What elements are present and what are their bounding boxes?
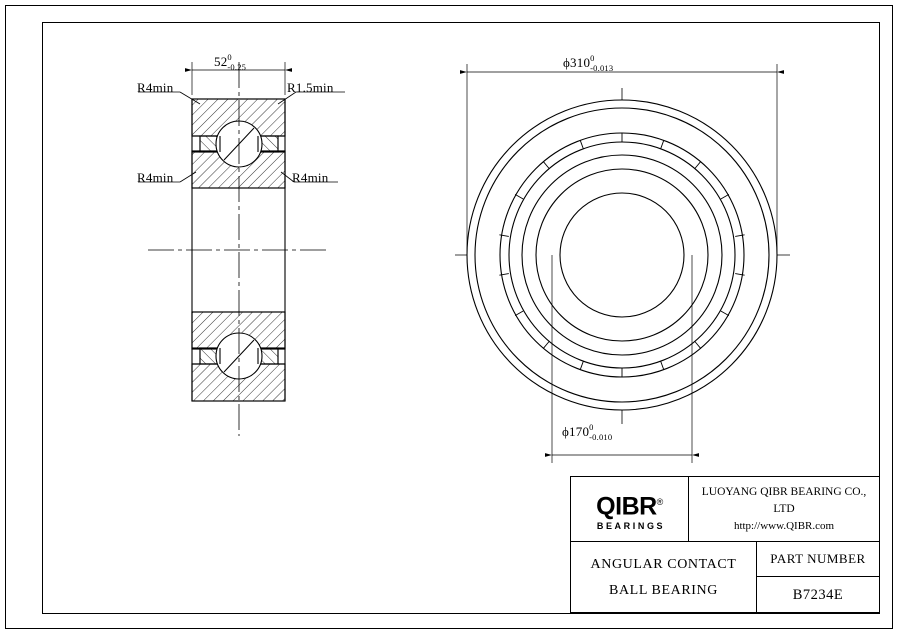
logo-subtitle: BEARINGS [596,520,666,531]
dimension-outer-diameter: ϕ310 0 -0.013 [563,53,614,73]
company-logo [571,477,689,541]
note-r15min-top-right: R1.5min [287,80,334,95]
part-number-block [757,542,879,613]
dimension-width: 52 0 -0.25 [214,52,247,72]
logo-text: QIBR® [596,492,663,521]
company-name: LUOYANG QIBR BEARING CO., LTD [701,485,867,515]
product-description-line1: ANGULAR CONTACT [590,556,737,572]
product-description-line2: BALL BEARING [609,582,718,598]
title-block [570,476,880,613]
company-info [689,484,879,535]
title-block-body [571,542,879,613]
part-number-label: PART NUMBER [757,542,879,577]
note-r4min-top-left: R4min [137,80,174,95]
part-number-value: B7234E [792,586,844,603]
note-r4min-mid-left: R4min [137,170,174,185]
product-description [571,542,757,613]
note-r4min-mid-right: R4min [292,170,329,185]
registered-trademark-icon: ® [656,497,663,508]
title-block-header [571,477,879,542]
dimension-bore-diameter: ϕ170 0 -0.010 [562,422,613,442]
company-website: http://www.QIBR.com [733,519,835,532]
